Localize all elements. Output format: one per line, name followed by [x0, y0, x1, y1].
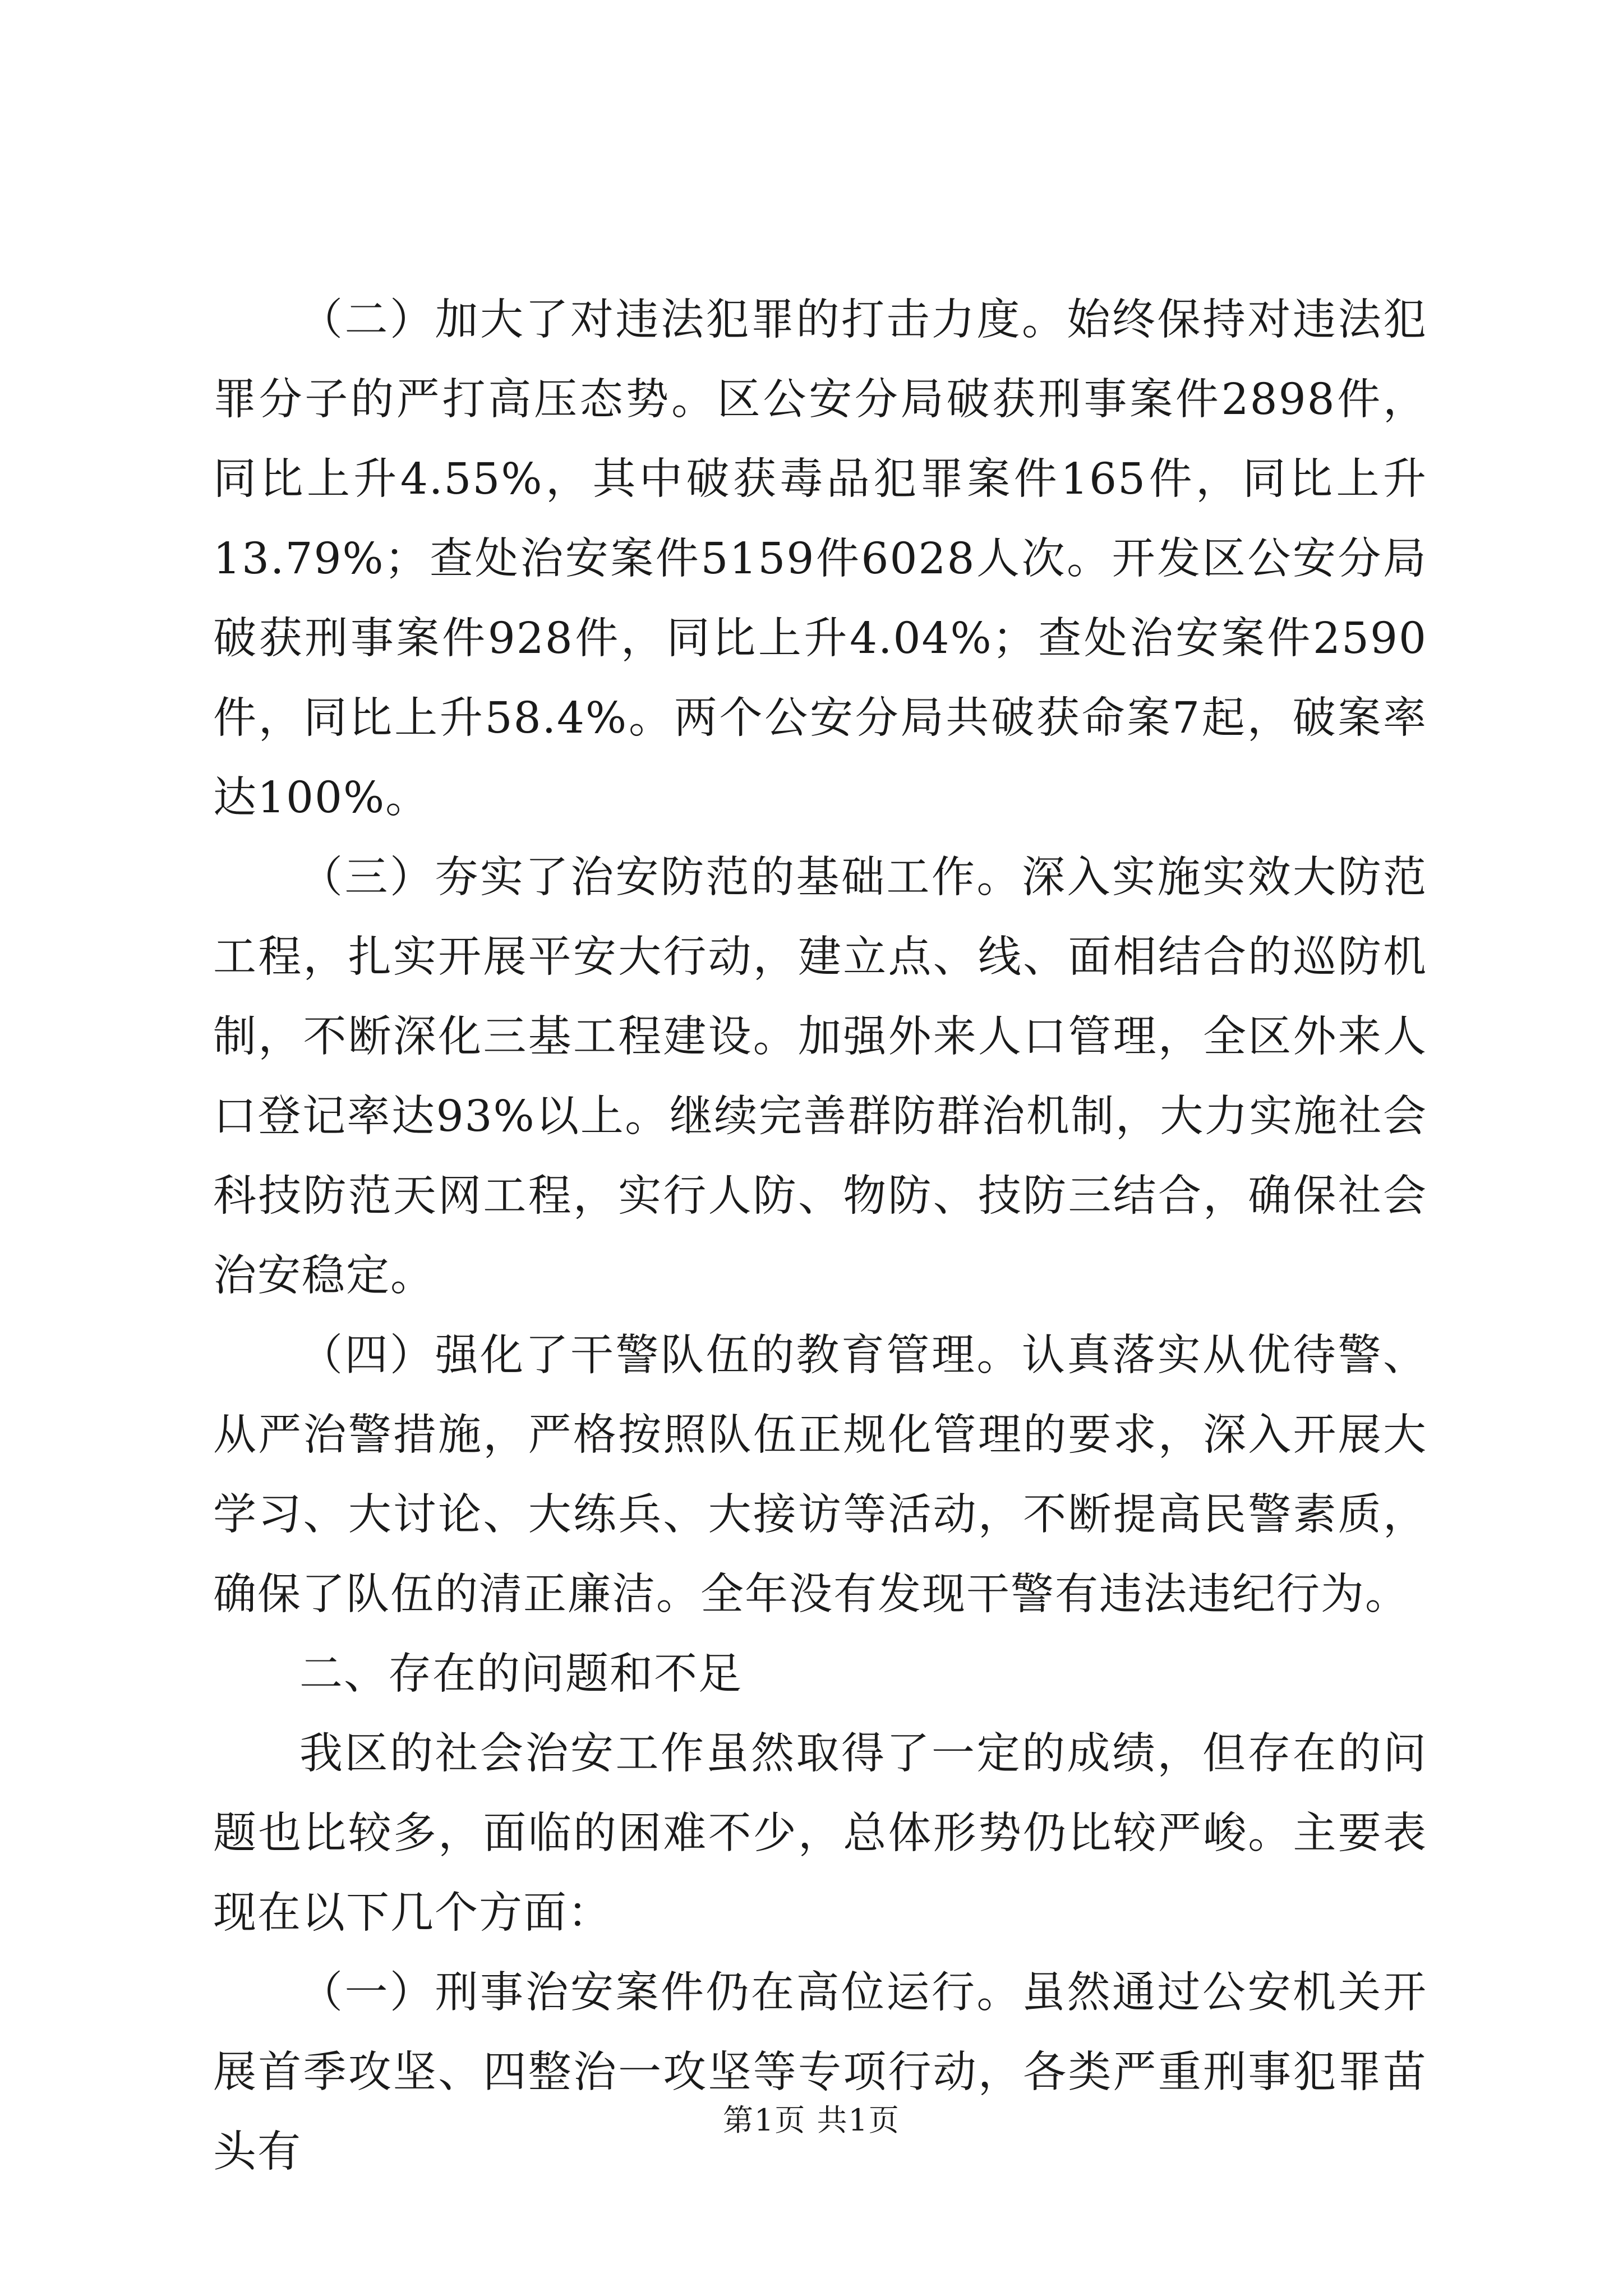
page-footer: 第1页 共1页 [723, 2102, 900, 2138]
section-heading: 二、存在的问题和不足 [299, 1649, 743, 1699]
paragraph-problems-intro: 我区的社会治安工作虽然取得了一定的成绩，但存在的问题也比较多，面临的困难不少，总体形势仍比较严峻。主要表现在以下几个方面： [213, 1729, 1427, 1938]
document-body [213, 280, 1427, 2192]
paragraph-police-management: （四）强化了干警队伍的教育管理。认真落实从优待警、从严治警措施，严格按照队伍正规化管理的要求，深入开展大学习、大讨论、大练兵、大接访等活动，不断提高民警素质，确保了队伍的清正廉洁。全年没有发现干警有违法违纪行为。 [213, 1331, 1427, 1619]
paragraph-criminal-cases: （一）刑事治安案件仍在高位运行。虽然通过公安机关开展首季攻坚、四整治一攻坚等专项行动，各类严重刑事犯罪苗头有 [213, 1968, 1427, 2177]
paragraph-prevention: （三）夯实了治安防范的基础工作。深入实施实效大防范工程，扎实开展平安大行动，建立点、线、面相结合的巡防机制，不断深化三基工程建设。加强外来人口管理，全区外来人口登记率达93%以上。继续完善群防群治机制，大力实施社会科技防范天网工程，实行人防、物防、技防三结合，确保社会治安稳定。 [213, 853, 1427, 1301]
paragraph-crackdown: （二）加大了对违法犯罪的打击力度。始终保持对违法犯罪分子的严打高压态势。区公安分局破获刑事案件2898件，同比上升4.55%，其中破获毒品犯罪案件165件，同比上升13.79%；查处治安案件5159件6028人次。开发区公安分局破获刑事案件928件，同比上升4.04%；查处治安案件2590件，同比上升58.4%。两个公安分局共破获命案7起，破案率达100%。 [213, 295, 1427, 823]
